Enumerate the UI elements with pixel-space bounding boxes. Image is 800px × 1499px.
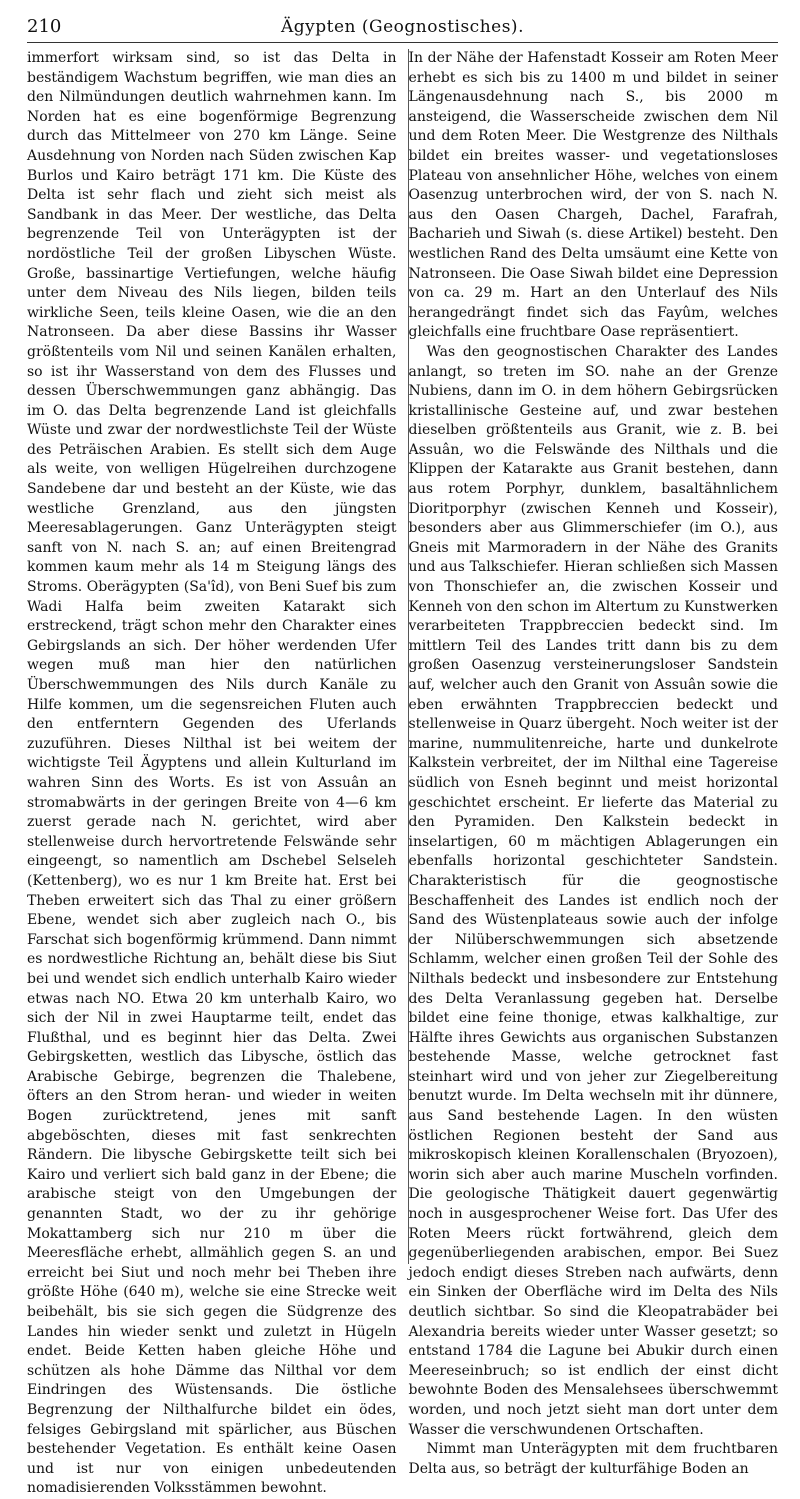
page-number: 210 xyxy=(27,16,62,37)
right-paragraph-3: Nimmt man Unterägypten mit dem fruchtbaren Delta aus, so beträgt der kulturfähige Boden an xyxy=(408,1441,778,1477)
page-header xyxy=(27,14,778,43)
right-paragraph-1: In der Nähe der Hafenstadt Kosseir am Roten Meer erhebt es sich bis zu 1400 m und bildet in seiner Längenausdehnung nach S., bis 2000 m ansteigend, die Wasserscheide zwischen dem Nil und dem Roten Meer. Die Westgrenze des Nilthals bildet ein breites wasser- und vegetationsloses Plateau von ansehnlicher Höhe, welches von einem Oasenzug unterbrochen wird, der von S. nach N. aus den Oasen Chargeh, Dachel, Farafrah, Bacharieh und Siwah (s. diese Artikel) besteht. Den westlichen Rand des Delta umsäumt eine Kette von Natronseen. Die Oase Siwah bildet eine Depression von ca. 29 m. Hart an den Unterlauf des Nils herangedrängt findet sich das Fayûm, welches gleichfalls eine fruchtbare Oase repräsentiert. xyxy=(408,50,778,341)
text-columns xyxy=(27,49,778,1497)
right-paragraph-2: Was den geognostischen Charakter des Landes anlangt, so treten im SO. nahe an der Grenze Nubiens, dann im O. in dem höhern Gebirgsrücken kristallinische Gesteine auf, und zwar bestehen dieselben größtenteils aus Granit, wie z. B. bei Assuân, wo die Felswände des Nilthals und die Klippen der Katarakte aus Granit bestehen, dann aus rotem Porphyr, dunklem, basaltähnlichem Dioritporphyr (zwischen Kenneh und Kosseir), besonders aber aus Glimmerschiefer (im O.), aus Gneis mit Marmoradern in der Nähe des Granits und aus Talkschiefer. Hieran schließen sich Massen von Thonschiefer an, die zwischen Kosseir und Kenneh von den schon im Altertum zu Kunstwerken verarbeiteten Trappbreccien bedeckt sind. Im mittlern Teil des Landes tritt dann bis zu dem großen Oasenzug versteinerungsloser Sandstein auf, welcher auch den Granit von Assuân sowie die eben erwähnten Trappbreccien bedeckt und stellenweise in Quarz übergeht. Noch weiter ist der marine, nummulitenreiche, harte und dunkelrote Kalkstein verbreitet, der im Nilthal eine Tagereise südlich von Esneh beginnt und meist horizontal geschichtet erscheint. Er lieferte das Material zu den Pyramiden. Den Kalkstein bedeckt in inselartigen, 60 m mächtigen Ablagerungen ein ebenfalls horizontal geschichteter Sandstein. Charakteristisch für die geognostische Beschaffenheit des Landes ist endlich noch der Sand des Wüstenplateaus sowie auch der infolge der Nilüberschwemmungen sich absetzende Schlamm, welcher einen großen Teil der Sohle des Nilthals bedeckt und insbesondere zur Entstehung des Delta Veranlassung gegeben hat. Derselbe bildet eine feine thonige, etwas kalkhaltige, zur Hälfte ihres Gewichts aus organischen Substanzen bestehende Masse, welche getrocknet fast steinhart wird und von jeher zur Ziegelbereitung benutzt wurde. Im Delta wechseln mit ihr dünnere, aus Sand bestehende Lagen. In den wüsten östlichen Regionen besteht der Sand aus mikroskopisch kleinen Korallenschalen (Bryozoen), worin sich aber auch marine Muscheln vorfinden. Die geologische Thätigkeit dauert gegenwärtig noch in ausgesprochener Weise fort. Das Ufer des Roten Meers rückt fortwährend, gleich dem gegenüberliegenden arabischen, empor. Bei Suez jedoch endigt dieses Streben nach aufwärts, denn ein Sinken der Oberfläche wird im Delta des Nils deutlich sichtbar. So sind die Kleopatrabäder bei Alexandria bereits wieder unter Wasser gesetzt; so entstand 1784 die Lagune bei Abukir durch einen Meereseinbruch; so ist endlich der einst dicht bewohnte Boden des Mensalehsees überschwemmt worden, und noch jetzt sieht man dort unter dem Wasser die verschwundenen Ortschaften. xyxy=(408,343,778,1438)
right-column xyxy=(403,49,779,1477)
left-column xyxy=(27,49,403,1497)
column-divider xyxy=(408,49,409,1264)
left-paragraph-1: immerfort wirksam sind, so ist das Delta in beständigem Wachstum begriffen, wie man dies an den Nilmündungen deutlich wahrnehmen kann. Im Norden hat es eine bogenförmige Begrenzung durch das Mittelmeer von 270 km Länge. Seine Ausdehnung von Norden nach Süden zwischen Kap Burlos und Kairo beträgt 171 km. Die Küste des Delta ist sehr flach und zieht sich meist als Sandbank in das Meer. Der westliche, das Delta begrenzende Teil von Unterägypten ist der nordöstliche Teil der großen Libyschen Wüste. Große, bassinartige Vertiefungen, welche häufig unter dem Niveau des Nils liegen, bilden teils wirkliche Seen, teils kleine Oasen, wie die an den Natronseen. Da aber diese Bassins ihr Wasser größtenteils vom Nil und seinen Kanälen erhalten, so ist ihr Wasserstand von dem des Flusses und dessen Überschwemmungen ganz abhängig. Das im O. das Delta begrenzende Land ist gleichfalls Wüste und zwar der nordwestlichste Teil der Wüste des Peträischen Arabien. Es stellt sich dem Auge als weite, von welligen Hügelreihen durchzogene Sandebene dar und besteht an der Küste, wie das westliche Grenzland, aus den jüngsten Meeresablagerungen. Ganz Unterägypten steigt sanft von N. nach S. an; auf einen Breitengrad kommen kaum mehr als 14 m Steigung längs des Stroms. Oberägypten (Sa'îd), von Beni Suef bis zum Wadi Halfa beim zweiten Katarakt sich erstreckend, trägt schon mehr den Charakter eines Gebirgslands an sich. Der höher werdenden Ufer wegen muß man hier den natürlichen Überschwemmungen des Nils durch Kanäle zu Hilfe kommen, um die segensreichen Fluten auch den entferntern Gegenden des Uferlands zuzuführen. Dieses Nilthal ist bei weitem der wichtigste Teil Ägyptens und allein Kulturland im wahren Sinn des Worts. Es ist von Assuân an stromabwärts in der geringen Breite von 4—6 km zuerst gerade nach N. gerichtet, wird aber stellenweise durch hervortretende Felswände sehr eingeengt, so namentlich am Dschebel Selseleh (Kettenberg), wo es nur 1 km Breite hat. Erst bei Theben erweitert sich das Thal zu einer größern Ebene, wendet sich aber zugleich nach O., bis Farschat sich bogenförmig krümmend. Dann nimmt es nordwestliche Richtung an, behält diese bis Siut bei und wendet sich endlich unterhalb Kairo wieder etwas nach NO. Etwa 20 km unterhalb Kairo, wo sich der Nil in zwei Hauptarme teilt, endet das Flußthal, und es beginnt hier das Delta. Zwei Gebirgsketten, westlich das Libysche, östlich das Arabische Gebirge, begrenzen die Thalebene, öfters an den Strom heran- und wieder in weiten Bogen zurücktretend, jenes mit sanft abgeböschten, dieses mit fast senkrechten Rändern. Die libysche Gebirgskette teilt sich bei Kairo und verliert sich bald ganz in der Ebene; die arabische steigt von den Umgebungen der genannten Stadt, wo der zu ihr gehörige Mokattamberg sich nur 210 m über die Meeresfläche erhebt, allmählich gegen S. an und erreicht bei Siut und noch mehr bei Theben ihre größte Höhe (640 m), welche sie eine Strecke weit beibehält, bis sie sich gegen die Südgrenze des Landes hin wieder senkt und zuletzt in Hügeln endet. Beide Ketten haben gleiche Höhe und schützen als hohe Dämme das Nilthal vor dem Eindringen des Wüstensands. Die östliche Begrenzung der Nilthalfurche bildet ein ödes, felsiges Gebirgsland mit spärlicher, aus Büschen bestehender Vegetation. Es enthält keine Oasen und ist nur von einigen unbedeutenden nomadisierenden Volksstämmen bewohnt. xyxy=(27,50,397,1497)
running-title: Ägypten (Geognostisches). xyxy=(281,17,524,37)
